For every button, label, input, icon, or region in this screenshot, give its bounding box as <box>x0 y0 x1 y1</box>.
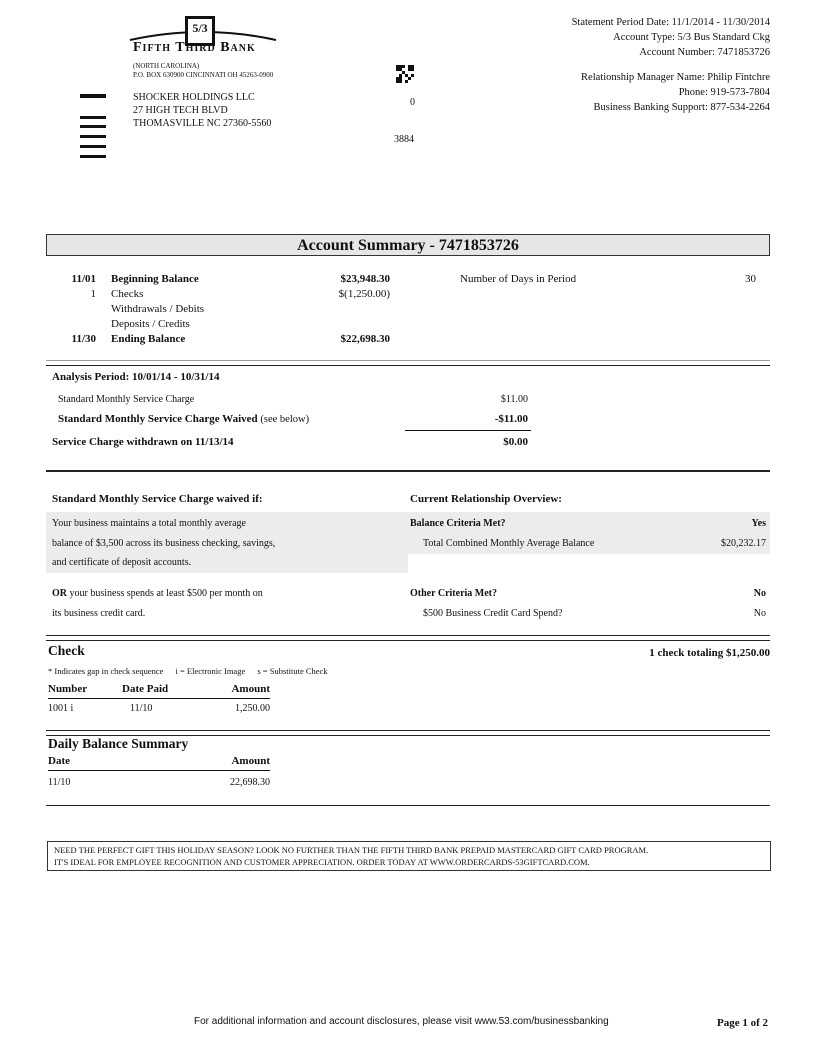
barcode-bar <box>80 94 106 98</box>
summary-label: Deposits / Credits <box>111 318 190 330</box>
other-criteria-value: No <box>753 588 766 599</box>
barcode-bar <box>80 145 106 148</box>
qr-code-icon <box>396 65 414 83</box>
barcode-bar <box>80 125 106 128</box>
relationship-info <box>581 70 770 115</box>
daily-amount: 22,698.30 <box>230 777 270 788</box>
summary-date: 11/30 <box>71 333 96 345</box>
manager-phone: Phone: 919-573-7804 <box>678 87 770 98</box>
check-header-underline <box>48 698 270 699</box>
summary-amount: $23,948.30 <box>340 273 390 285</box>
service-charge-value: $11.00 <box>500 394 528 405</box>
daily-date: 11/10 <box>48 777 71 788</box>
balance-criteria-label: Balance Criteria Met? <box>410 518 506 529</box>
service-charge-withdrawn-label: Service Charge withdrawn on 11/13/14 <box>52 436 234 448</box>
account-summary-title: Account Summary - 7471853726 <box>46 234 770 256</box>
service-charge-withdrawn-value: $0.00 <box>503 436 528 448</box>
summary-amount: $(1,250.00) <box>338 288 390 300</box>
sort-code-zero: 0 <box>410 97 415 108</box>
analysis-period-title: Analysis Period: 10/01/14 - 10/31/14 <box>52 371 220 383</box>
statement-info <box>572 15 770 60</box>
waiver-or-text <box>52 588 263 599</box>
check-section-title: Check <box>48 643 85 658</box>
customer-name: SHOCKER HOLDINGS LLC <box>133 92 255 103</box>
avg-balance-value: $20,232.17 <box>721 538 766 549</box>
bank-po-box: P.O. BOX 630900 CINCINNATI OH 45263-0900 <box>133 71 274 79</box>
waiver-or-line: your business spends at least $500 per month on <box>69 588 263 599</box>
daily-header-date: Date <box>48 755 70 767</box>
service-charge-label: Standard Monthly Service Charge <box>58 394 195 405</box>
service-charge-waived-note: (see below) <box>260 414 310 425</box>
summary-date: 11/01 <box>71 273 96 285</box>
summary-label: Checks <box>111 288 144 300</box>
account-type: Account Type: 5/3 Bus Standard Ckg <box>613 32 770 43</box>
divider <box>46 640 770 641</box>
credit-card-spend-value: No <box>753 608 766 619</box>
statement-period: Statement Period Date: 11/1/2014 - 11/30/2014 <box>571 17 770 28</box>
bank-logo-mark: 5/3 <box>192 21 208 35</box>
legend-electronic: i = Electronic Image <box>175 666 246 676</box>
summary-label: Beginning Balance <box>111 273 199 285</box>
check-date: 11/10 <box>130 703 153 714</box>
waiver-heading: Standard Monthly Service Charge waived if: <box>52 493 263 505</box>
summary-label: Withdrawals / Debits <box>111 303 205 315</box>
waiver-or-line2: its business credit card. <box>52 608 146 619</box>
waiver-text: and certificate of deposit accounts. <box>52 557 192 568</box>
daily-header-amount: Amount <box>231 755 270 767</box>
daily-header-underline <box>48 770 270 771</box>
barcode-bar <box>80 155 106 158</box>
waiver-text: balance of $3,500 across its business checking, savings, <box>52 538 276 549</box>
legend-gap: * Indicates gap in check sequence <box>48 666 164 676</box>
avg-balance-label: Total Combined Monthly Average Balance <box>423 538 595 549</box>
account-number: Account Number: 7471853726 <box>639 47 770 58</box>
sort-code-number: 3884 <box>394 134 414 145</box>
check-header-number: Number <box>48 683 88 695</box>
check-amount: 1,250.00 <box>235 703 270 714</box>
divider <box>46 365 770 366</box>
customer-street: 27 HIGH TECH BLVD <box>133 105 228 116</box>
credit-card-spend-label: $500 Business Credit Card Spend? <box>423 608 563 619</box>
check-header-amount: Amount <box>231 683 270 695</box>
check-total: 1 check totaling $1,250.00 <box>649 647 770 659</box>
summary-count: 1 <box>90 288 96 300</box>
business-support: Business Banking Support: 877-534-2264 <box>593 102 770 113</box>
divider <box>46 805 770 806</box>
promo-box <box>47 841 771 871</box>
barcode-bar <box>80 135 106 138</box>
check-number: 1001 i <box>48 703 74 714</box>
relationship-manager: Relationship Manager Name: Philip Fintchre <box>581 72 770 83</box>
service-charge-waived-value: -$11.00 <box>494 413 528 425</box>
waiver-or-word: OR <box>52 588 67 599</box>
divider <box>46 470 770 472</box>
promo-line: NEED THE PERFECT GIFT THIS HOLIDAY SEASON? LOOK NO FURTHER THAN THE FIFTH THIRD BANK PREPAID MASTERCARD GIFT CARD PROGRAM. <box>54 845 649 855</box>
service-charge-waived <box>58 413 309 425</box>
check-header-date: Date Paid <box>122 683 169 695</box>
summary-amount: $22,698.30 <box>340 333 390 345</box>
legend-substitute: s = Substitute Check <box>257 666 328 676</box>
relationship-heading: Current Relationship Overview: <box>410 493 562 505</box>
bank-name: Fifth Third Bank <box>133 40 256 55</box>
days-in-period-value: 30 <box>745 273 756 285</box>
page-number: Page 1 of 2 <box>716 1017 768 1029</box>
customer-city: THOMASVILLE NC 27360-5560 <box>133 118 272 129</box>
waiver-text: Your business maintains a total monthly average <box>52 518 246 529</box>
daily-balance-title: Daily Balance Summary <box>48 736 189 751</box>
promo-line: IT'S IDEAL FOR EMPLOYEE RECOGNITION AND CUSTOMER APPRECIATION. ORDER TODAY AT WWW.ORDERCARDS-53GIFTCARD.COM. <box>54 857 590 867</box>
barcode-bar <box>80 116 106 119</box>
divider <box>46 360 770 361</box>
bank-region: (NORTH CAROLINA) <box>133 62 200 70</box>
total-underline <box>405 430 531 431</box>
footer-note: For additional information and account disclosures, please visit www.53.com/businessbanking <box>194 1016 609 1027</box>
summary-label: Ending Balance <box>111 333 186 345</box>
divider <box>46 730 770 731</box>
check-legend <box>48 666 328 676</box>
days-in-period-label: Number of Days in Period <box>460 273 577 285</box>
other-criteria-label: Other Criteria Met? <box>410 588 497 599</box>
divider <box>46 635 770 636</box>
service-charge-waived-label: Standard Monthly Service Charge Waived <box>58 413 258 425</box>
balance-criteria-value: Yes <box>751 518 766 529</box>
